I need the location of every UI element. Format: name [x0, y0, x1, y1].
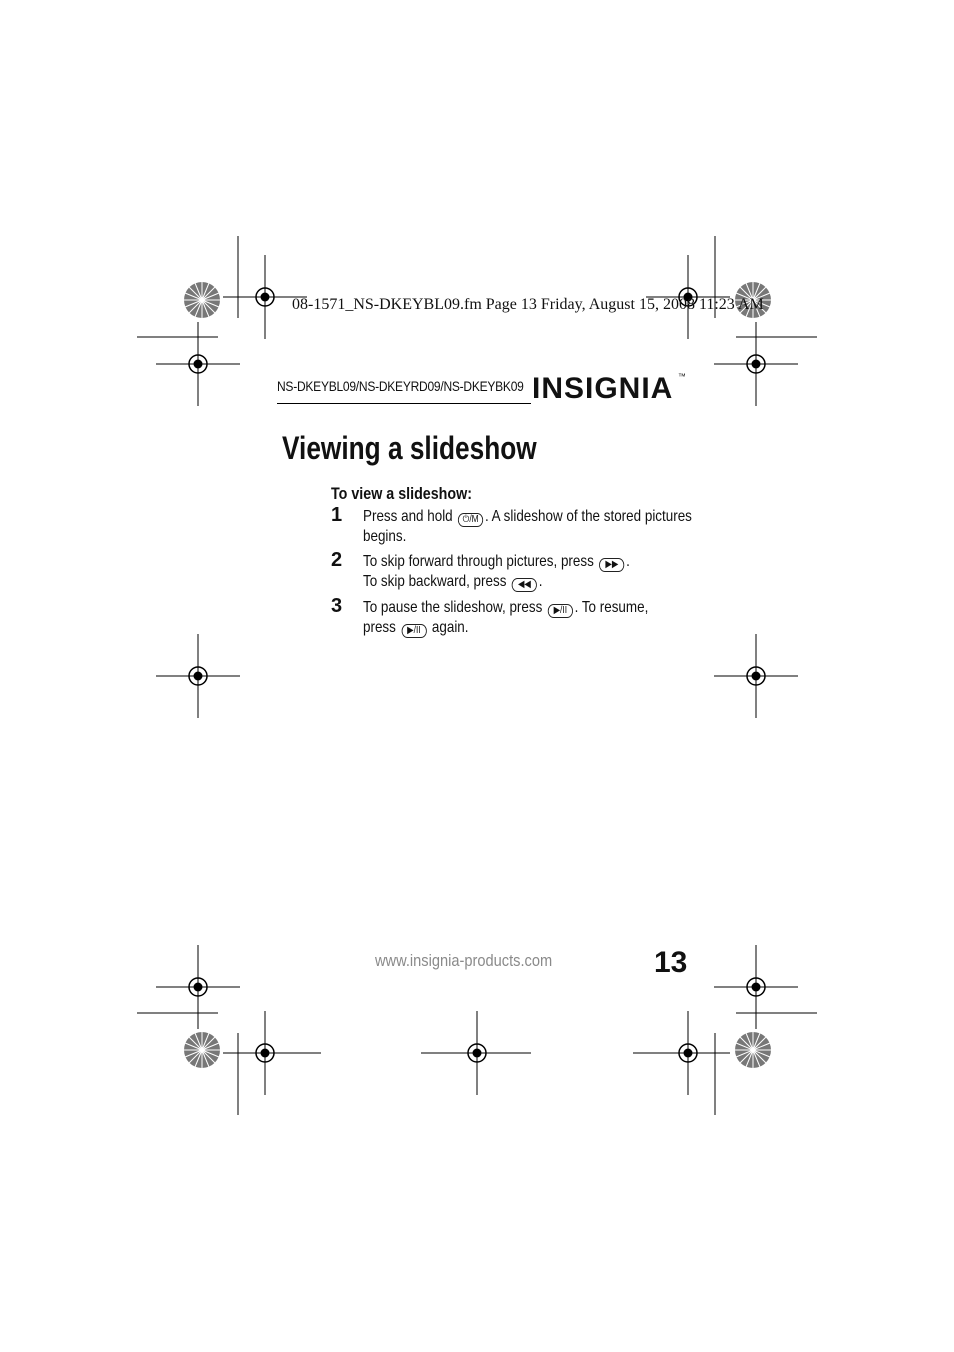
step-number: 2: [331, 549, 343, 571]
fast-forward-icon: ▶▶: [599, 558, 624, 572]
header-rule: [277, 403, 531, 404]
page-number: 13: [654, 946, 688, 979]
brand-logo: [532, 372, 686, 406]
rewind-icon: ◀◀: [512, 578, 537, 592]
step-number: 3: [331, 595, 343, 617]
step-text: Press and hold ⏻/M . A slideshow of the stored pictures begins.: [363, 508, 692, 545]
step-text: To pause the slideshow, press ▶/II . To resume, press ▶/II again.: [363, 599, 649, 636]
print-file-info: 08-1571_NS-DKEYBL09.fm Page 13 Friday, August 15, 2008 11:23 AM: [292, 296, 764, 313]
play-pause-icon: ▶/II: [548, 604, 573, 618]
model-numbers: NS-DKEYBL09/NS-DKEYRD09/NS-DKEYBK09: [277, 378, 524, 394]
step-text: To skip forward through pictures, press ▶▶ . To skip backward, press ◀◀ .: [363, 553, 630, 590]
step-number: 1: [331, 504, 343, 526]
page-title: Viewing a slideshow: [282, 430, 537, 466]
play-pause-icon: ▶/II: [401, 624, 426, 638]
procedure-heading: To view a slideshow:: [331, 484, 472, 503]
power-mode-icon: ⏻/M: [458, 513, 483, 527]
trademark-symbol: ™: [677, 372, 686, 381]
website-url: www.insignia-products.com: [375, 951, 553, 970]
brand-name: INSIGNIA: [532, 372, 674, 405]
